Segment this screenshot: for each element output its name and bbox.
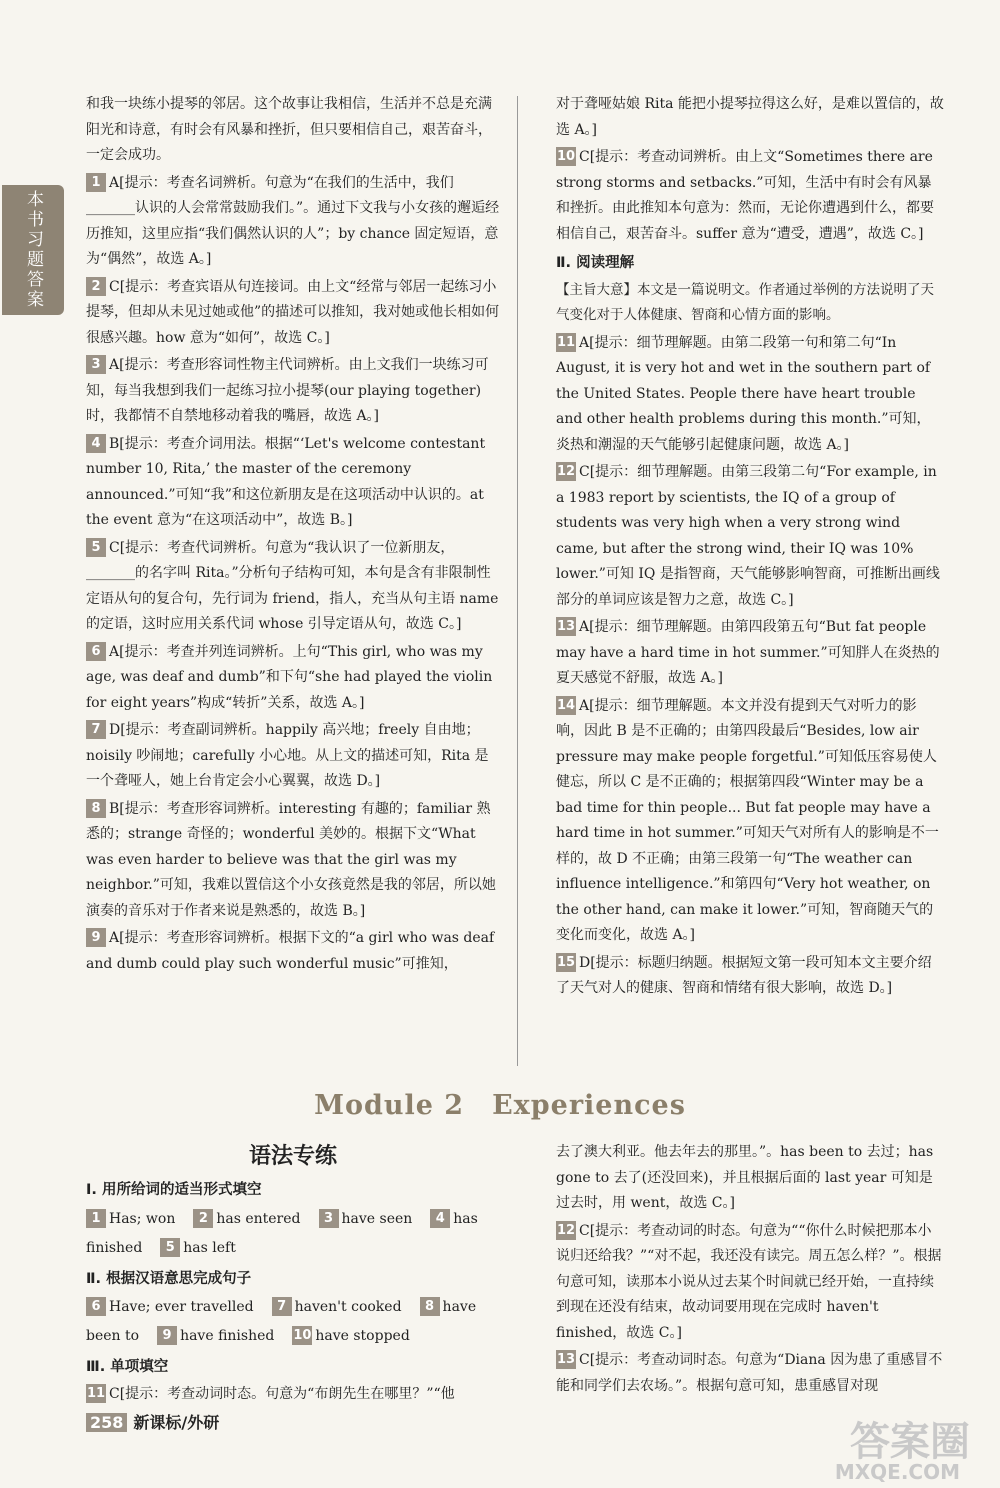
answer-item — [86, 275, 500, 352]
side-tab: 本书习题答案 — [2, 185, 64, 315]
answer-text: C[提示：考查动词时态。句意为“布朗先生在哪里？”“他 — [109, 1385, 455, 1402]
answer-text: B[提示：考查形容词辨析。interesting 有趣的；familiar 熟悉的；strange 奇怪的；wonderful 美妙的。根据下文“What was even harder to believe was that the girl was my neighbor.”可知，我难以置信这个小女孩竟然是我的邻居，所以她演奏的音乐对于作者来说是熟悉的，故选 B。] — [86, 800, 496, 919]
grammar-title: 语法专练 — [248, 1144, 337, 1169]
answer-text: C[提示：考查动词的时态。句意为““你什么时候把那本小说归还给我？”“对不起，我还没有读完。周五怎么样？”。根据句意可知，读那本小说从过去某个时间就已经开始，一直持续到现在还没有结束，故动词要用现在完成时 haven't finished，故选 C。] — [556, 1222, 942, 1341]
fill-answer: have seen — [341, 1210, 413, 1227]
answer-item — [86, 432, 500, 534]
grammar-section-1: Ⅰ. 用所给词的适当形式填空 — [86, 1182, 262, 1198]
answer-item — [556, 951, 944, 1002]
item-number-badge: 5 — [160, 1238, 180, 1257]
item-number-badge: 4 — [86, 434, 106, 453]
item-number-badge: 14 — [556, 697, 576, 713]
grammar-section-2: Ⅱ. 根据汉语意思完成句子 — [86, 1270, 252, 1287]
answer-text: B[提示：考查介词用法。根据“‘Let's welcome contestant number 10, Rita,’ the master of the ceremony announced.”可知“我”和这位新朋友是在这项活动中认识的。at the event 意为“在这项活动中”，故选 B。] — [86, 435, 486, 528]
item-number-badge: 6 — [86, 642, 106, 661]
module-title: Experiences — [492, 1090, 686, 1121]
grammar-right-column — [556, 1140, 944, 1401]
answer-text: A[提示：细节理解题。由第四段第五句“But fat people may have a hard time in hot summer.”可知胖人在炎热的夏天感觉不舒服，故选 A。] — [556, 619, 940, 686]
answer-text: A[提示：考查形容词辨析。根据下文的“a girl who was deaf and dumb could play such wonderful music”可推知， — [86, 930, 495, 972]
right-column — [556, 92, 944, 1004]
answer-text: A[提示：考查名词辨析。句意为“在我们的生活中，我们_______认识的人会常常鼓励我们。”。通过下文我与小女孩的邂逅经历推知，这里应指“我们偶然认识的人”；by chance 固定短语，意为“偶然”，故选 A。] — [86, 174, 500, 267]
item-number-badge: 1 — [86, 173, 106, 192]
item-number-badge: 3 — [319, 1209, 339, 1228]
answer-text: C[提示：细节理解题。由第三段第二句“For example, in a 1983 report by scientists, the IQ of a group of students was very high when a very strong wind came, but after the strong wind, their IQ was 10% lower.”可知 IQ 是指智商，天气能够影响智商，可推断出画线部分的单词应该是智力之意，故选 C。] — [556, 464, 940, 608]
answer-item — [86, 1382, 500, 1408]
answer-item — [86, 536, 500, 638]
item-number-badge: 2 — [86, 277, 106, 296]
answer-text: C[提示：考查代词辨析。句意为“我认识了一位新朋友，_______的名字叫 Rita。”分析句子结构可知，本句是含有非限制性定语从句的复合句，先行词为 friend，指人，充当从句主语 name 的定语，这时应用关系代词 whose 引导定语从句，故选 C。] — [86, 539, 499, 632]
answer-item — [86, 353, 500, 430]
item-number-badge: 15 — [556, 954, 576, 970]
column-divider — [517, 96, 518, 1066]
item-number-badge: 6 — [86, 1297, 106, 1316]
answer-item — [556, 1219, 944, 1347]
footer-label: 新课标/外研 — [133, 1413, 220, 1432]
grammar-section-3: Ⅲ. 单项填空 — [86, 1359, 169, 1375]
answer-text: D[提示：标题归纳题。根据短文第一段可知本文主要介绍了天气对人的健康、智商和情绪有很大影响，故选 D。] — [556, 954, 932, 996]
answer-text: D[提示：考查副词辨析。happily 高兴地；freely 自由地；noisily 吵闹地；carefully 小心地。从上文的描述可知，Rita 是一个聋哑人，她上台肯定会小心翼翼，故选 D。] — [86, 722, 489, 789]
answer-item — [86, 640, 500, 717]
fill-answer: have stopped — [315, 1328, 410, 1344]
answer-item — [86, 718, 500, 795]
fill-answer: Has; won — [109, 1210, 176, 1227]
item-number-badge: 11 — [556, 334, 576, 350]
answer-text: C[提示：考查宾语从句连接词。由上文“经常与邻居一起练习小提琴，但却从未见过她或他”的描述可以推知，我对她或他长相如何很感兴趣。how 意为“如何”，故选 C。] — [86, 278, 500, 346]
continued-paragraph-2: 去了澳大利亚。他去年去的那里。”。has been to 去过；has gone to 去了(还没回来)，并且根据后面的 last year 可知是过去时，用 went，故选 C。] — [556, 1144, 934, 1211]
item-number-badge: 12 — [556, 464, 576, 479]
item-number-badge: 13 — [556, 1352, 576, 1367]
fill-answer: have been to — [86, 1299, 477, 1344]
answer-item — [86, 797, 500, 925]
fill-answers-1 — [86, 1205, 500, 1263]
page-footer — [86, 1410, 219, 1433]
fill-answer: has entered — [216, 1210, 301, 1227]
item-number-badge: 8 — [420, 1297, 440, 1316]
answer-text: A[提示：考查形容词性物主代词辨析。由上文我们一块练习可知，每当我想到我们一起练习拉小提琴(our playing together)时，我都情不自禁地移动着我的嘴唇，故选 A。] — [86, 357, 489, 424]
item-number-badge: 7 — [272, 1297, 292, 1316]
main-idea: 【主旨大意】本文是一篇说明文。作者通过举例的方法说明了天气变化对于人体健康、智商和心情方面的影响。 — [556, 281, 934, 323]
item-number-badge: 3 — [86, 355, 106, 374]
answer-item — [556, 145, 944, 247]
answer-text: A[提示：考查并列连词辨析。上句“This girl, who was my age, was deaf and dumb”和下句“she had played the violin for eight years”构成“转折”关系，故选 A。] — [86, 643, 493, 711]
watermark-logo: 答案圈 — [850, 1419, 970, 1465]
fill-answers-2 — [86, 1293, 500, 1351]
answer-text: C[提示：考查动词辨析。由上文“Sometimes there are strong storms and setbacks.”可知，生活中有时会有风暴和挫折。由此推知本句意为：然而，无论你遭遇到什么，都要相信自己，艰苦奋斗。suffer 意为“遭受，遭遇”，故选 C。] — [556, 149, 934, 242]
grammar-left-column — [86, 1140, 500, 1409]
answer-item — [556, 694, 944, 949]
item-number-badge: 9 — [157, 1326, 177, 1345]
fill-answer: Have; ever travelled — [109, 1299, 254, 1315]
item-number-badge: 2 — [193, 1209, 213, 1228]
item-number-badge: 4 — [430, 1209, 450, 1228]
fill-answer: has finished — [86, 1210, 478, 1256]
item-number-badge: 7 — [86, 720, 106, 739]
page-number: 258 — [86, 1413, 127, 1432]
answer-item — [556, 615, 944, 692]
left-column — [86, 92, 500, 979]
fill-answer: has left — [183, 1239, 236, 1256]
answer-item — [556, 1348, 944, 1399]
fill-answer: haven't cooked — [294, 1299, 402, 1315]
item-number-badge: 8 — [86, 799, 106, 818]
answer-item — [86, 171, 500, 273]
watermark-url: MXQE.COM — [834, 1460, 960, 1484]
section-heading-reading: Ⅱ. 阅读理解 — [556, 255, 635, 271]
item-number-badge: 12 — [556, 1222, 576, 1238]
item-number-badge: 1 — [86, 1209, 106, 1228]
item-number-badge: 13 — [556, 619, 576, 634]
continued-paragraph: 对于聋哑姑娘 Rita 能把小提琴拉得这么好，是难以置信的，故选 A。] — [556, 96, 944, 138]
answer-item — [86, 926, 500, 977]
answer-item — [556, 331, 944, 459]
answer-item — [556, 460, 944, 613]
item-number-badge: 9 — [86, 928, 106, 947]
item-number-badge: 10 — [293, 1328, 312, 1343]
module-heading — [0, 1090, 1000, 1121]
item-number-badge: 10 — [556, 149, 576, 164]
answer-text: C[提示：考查动词时态。句意为“Diana 因为患了重感冒不能和同学们去农场。”。根据句意可知，患重感冒对现 — [556, 1352, 943, 1394]
answer-text: A[提示：细节理解题。由第二段第一句和第二句“In August, it is very hot and wet in the southern part of the United States. People there have heart trouble and other health problems during this month.”可知，炎热和潮湿的天气能够引起健康问题，故选 A。] — [556, 334, 931, 453]
module-label: Module 2 — [314, 1090, 465, 1121]
intro-paragraph: 和我一块练小提琴的邻居。这个故事让我相信，生活并不总是充满阳光和诗意，有时会有风暴和挫折，但只要相信自己，艰苦奋斗，一定会成功。 — [86, 96, 492, 163]
item-number-badge: 5 — [86, 538, 106, 557]
item-number-badge: 11 — [86, 1385, 106, 1401]
answer-text: A[提示：细节理解题。本文并没有提到天气对听力的影响，因此 B 是不正确的；由第四段最后“Besides, low air pressure may make people forgetful.”可知低压容易使人健忘，所以 C 是不正确的；根据第四段“Winter may be a bad time for thin people... But fat people may have a hard time in hot summer.”可知天气对所有人的影响是不一样的，故 D 不正确；由第三段第一句“The weather can influence intelligence.”和第四句“Very hot weather, on the other hand, can make it lower.”可知，智商随天气的变化而变化，故选 A。] — [556, 697, 939, 943]
fill-answer: have finished — [180, 1328, 275, 1344]
